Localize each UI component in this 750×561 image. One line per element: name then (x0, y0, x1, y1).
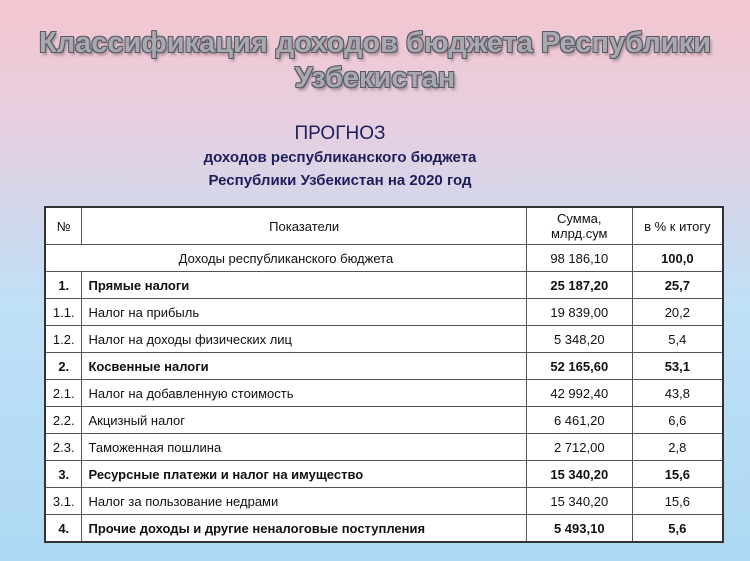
header-percent: в % к итогу (632, 207, 723, 245)
row-percent: 43,8 (632, 380, 723, 407)
row-percent: 5,4 (632, 326, 723, 353)
budget-table (44, 206, 724, 543)
row-amount: 6 461,20 (526, 407, 632, 434)
row-no: 3.1. (45, 488, 82, 515)
row-amount: 42 992,40 (526, 380, 632, 407)
row-label: Налог на прибыль (82, 299, 526, 326)
table-row (45, 353, 723, 380)
row-amount: 19 839,00 (526, 299, 632, 326)
row-label: Прочие доходы и другие неналоговые поступления (82, 515, 526, 543)
header-no: № (45, 207, 82, 245)
row-percent: 15,6 (632, 488, 723, 515)
row-no: 3. (45, 461, 82, 488)
header-indicator: Показатели (82, 207, 526, 245)
row-percent: 2,8 (632, 434, 723, 461)
row-percent: 6,6 (632, 407, 723, 434)
row-label: Налог на добавленную стоимость (82, 380, 526, 407)
table-row (45, 461, 723, 488)
row-no: 1.2. (45, 326, 82, 353)
row-amount: 15 340,20 (526, 461, 632, 488)
row-label: Косвенные налоги (82, 353, 526, 380)
row-label: Акцизный налог (82, 407, 526, 434)
row-amount: 2 712,00 (526, 434, 632, 461)
forecast-line-3: Республики Узбекистан на 2020 год (208, 172, 472, 189)
total-label: Доходы республиканского бюджета (45, 245, 526, 272)
row-percent: 25,7 (632, 272, 723, 299)
row-label: Налог на доходы физических лиц (82, 326, 526, 353)
forecast-heading (110, 122, 570, 192)
row-percent: 20,2 (632, 299, 723, 326)
table-row (45, 326, 723, 353)
forecast-line-1: ПРОГНОЗ (294, 123, 386, 144)
row-no: 1.1. (45, 299, 82, 326)
row-amount: 15 340,20 (526, 488, 632, 515)
row-percent: 53,1 (632, 353, 723, 380)
row-no: 2.1. (45, 380, 82, 407)
table-header-row (45, 207, 723, 245)
table-row (45, 515, 723, 543)
total-percent: 100,0 (632, 245, 723, 272)
row-label: Налог за пользование недрами (82, 488, 526, 515)
row-label: Прямые налоги (82, 272, 526, 299)
row-label: Таможенная пошлина (82, 434, 526, 461)
total-amount: 98 186,10 (526, 245, 632, 272)
table-row (45, 380, 723, 407)
row-label: Ресурсные платежи и налог на имущество (82, 461, 526, 488)
slide-title: Классификация доходов бюджета Республики Узбекистан (39, 27, 711, 94)
forecast-line-2: доходов республиканского бюджета (203, 149, 477, 166)
row-amount: 25 187,20 (526, 272, 632, 299)
header-amount: Сумма, млрд.сум (526, 207, 632, 245)
table-row (45, 272, 723, 299)
row-no: 2.2. (45, 407, 82, 434)
row-amount: 52 165,60 (526, 353, 632, 380)
table-row (45, 434, 723, 461)
row-no: 2. (45, 353, 82, 380)
row-no: 2.3. (45, 434, 82, 461)
table-row (45, 488, 723, 515)
row-percent: 5,6 (632, 515, 723, 543)
row-no: 4. (45, 515, 82, 543)
table-row (45, 299, 723, 326)
total-row (45, 245, 723, 272)
row-amount: 5 493,10 (526, 515, 632, 543)
row-percent: 15,6 (632, 461, 723, 488)
row-no: 1. (45, 272, 82, 299)
table-row (45, 407, 723, 434)
row-amount: 5 348,20 (526, 326, 632, 353)
